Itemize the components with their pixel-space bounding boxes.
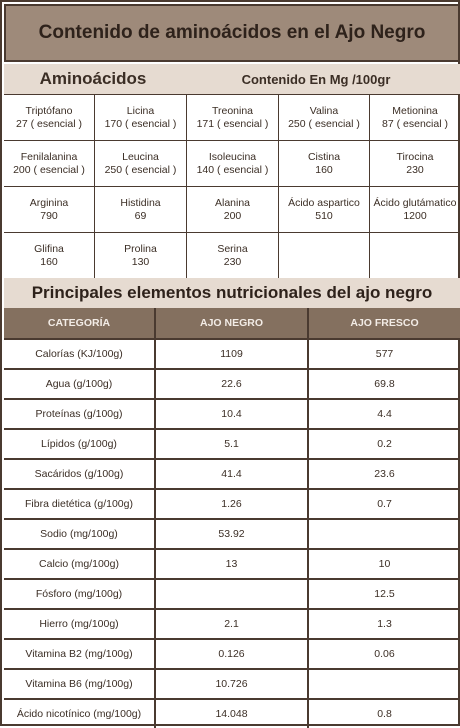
fresh-garlic-cell: 0.06 [374, 648, 395, 660]
amino-acid-name: Isoleucina [208, 151, 257, 163]
amino-acid-value: 130 [131, 256, 150, 268]
amino-acid-name: Ácido glutámatico [373, 197, 457, 209]
amino-acid-value: 230 [406, 164, 424, 176]
title-bar [4, 4, 460, 62]
amino-acid-cell [95, 187, 187, 233]
amino-acid-name: Triptófano [25, 105, 73, 117]
fresh-garlic-cell: 0.7 [377, 498, 392, 510]
amino-acid-value: 230 [223, 256, 242, 268]
table-row [4, 338, 460, 368]
amino-acid-value: 160 [40, 256, 58, 268]
amino-acids-header [4, 64, 460, 94]
amino-acid-name: Fenilalanina [20, 151, 78, 163]
table-row [4, 368, 460, 398]
amino-acid-cell [279, 141, 370, 187]
amino-acid-name: Arginina [29, 197, 69, 209]
table-row [4, 668, 460, 698]
amino-acid-cell [4, 95, 95, 141]
category-cell: Agua (g/100g) [4, 370, 156, 398]
nutrition-table-body [4, 338, 460, 726]
amino-acid-cell [95, 141, 187, 187]
fresh-garlic-cell: 23.6 [374, 468, 395, 480]
category-cell: Calorías (KJ/100g) [4, 340, 156, 368]
fresh-garlic-cell: 10 [378, 558, 391, 570]
fresh-garlic-cell: 69.8 [374, 378, 395, 390]
amino-acid-value: 140 ( esencial ) [196, 164, 269, 176]
table-row [4, 428, 460, 458]
black-garlic-cell: 2.1 [156, 610, 309, 638]
black-garlic-cell: 41.4 [156, 460, 309, 488]
amino-acid-name: Cistina [307, 151, 341, 163]
amino-acid-name: Histidina [120, 197, 161, 209]
amino-acid-value: 200 ( esencial ) [13, 164, 85, 176]
category-cell: Ácido nicotínico (mg/100g) [4, 700, 156, 728]
amino-acid-name: Metionina [392, 105, 438, 117]
table-row [4, 548, 460, 578]
page-title: Contenido de aminoácidos en el Ajo Negro [38, 22, 426, 43]
amino-acid-value: 160 [315, 164, 333, 176]
amino-acid-cell [95, 95, 187, 141]
amino-acid-cell [187, 141, 279, 187]
content-unit-heading: Contenido En Mg /100gr [241, 71, 391, 87]
amino-acid-cell [187, 233, 279, 279]
table-row [4, 458, 460, 488]
amino-acid-cell [279, 95, 370, 141]
black-garlic-cell: 5.1 [156, 430, 309, 458]
amino-acid-cell [279, 233, 370, 279]
amino-acid-cell [370, 233, 460, 279]
amino-acids-heading: Aminoácidos [39, 69, 147, 88]
amino-acid-cell [370, 95, 460, 141]
table-row [4, 638, 460, 668]
amino-acid-name: Prolina [124, 243, 157, 255]
column-header-black-garlic: AJO NEGRO [156, 308, 309, 338]
fresh-garlic-cell: 577 [375, 348, 394, 360]
amino-acid-cell [370, 187, 460, 233]
amino-acid-cell [4, 233, 95, 279]
amino-acid-value: 510 [315, 210, 333, 222]
amino-acid-cell [4, 141, 95, 187]
amino-acid-name: Serina [217, 243, 248, 255]
amino-acid-name: Tirocina [396, 151, 434, 163]
amino-acid-name: Treonina [211, 105, 254, 117]
fresh-garlic-cell: 1.3 [377, 618, 392, 630]
category-cell: Calcio (mg/100g) [4, 550, 156, 578]
amino-acid-name: Valina [309, 105, 339, 117]
amino-acid-value: 69 [134, 210, 147, 222]
amino-acid-cell [4, 187, 95, 233]
amino-acid-value: 200 [223, 210, 242, 222]
category-cell: Proteínas (g/100g) [4, 400, 156, 428]
black-garlic-cell: 10.726 [156, 670, 309, 698]
fresh-garlic-cell: 0.2 [377, 438, 392, 450]
table-row [4, 608, 460, 638]
table-row [4, 578, 460, 608]
amino-acid-cell [95, 233, 187, 279]
amino-acid-value: 171 ( esencial ) [196, 118, 269, 130]
amino-acid-name: Alanina [214, 197, 251, 209]
category-cell: Hierro (mg/100g) [4, 610, 156, 638]
nutrition-column-header [4, 308, 460, 338]
amino-acid-cell [187, 187, 279, 233]
fresh-garlic-cell: 12.5 [374, 588, 395, 600]
amino-acid-name: Licina [126, 105, 155, 117]
black-garlic-cell: 14.048 [156, 700, 309, 728]
category-cell: Fibra dietética (g/100g) [4, 490, 156, 518]
amino-acid-name: Leucina [122, 151, 159, 163]
amino-acid-value: 250 ( esencial ) [104, 164, 177, 176]
black-garlic-cell: 10.4 [156, 400, 309, 428]
fresh-garlic-cell [309, 520, 460, 548]
amino-acid-value: 250 ( esencial ) [288, 118, 360, 130]
table-row [4, 398, 460, 428]
black-garlic-cell: 22.6 [156, 370, 309, 398]
black-garlic-cell: 0.126 [156, 640, 309, 668]
amino-acid-value: 1200 [403, 210, 427, 222]
black-garlic-cell: 13 [156, 550, 309, 578]
fresh-garlic-cell: 0.8 [377, 708, 392, 720]
column-header-fresh-garlic: AJO FRESCO [350, 317, 419, 329]
table-row [4, 488, 460, 518]
amino-acid-cell [187, 95, 279, 141]
nutrition-header [4, 278, 460, 308]
amino-acid-value: 790 [40, 210, 58, 222]
category-cell: Vitamina B2 (mg/100g) [4, 640, 156, 668]
fresh-garlic-cell [309, 670, 460, 698]
category-cell: Sacáridos (g/100g) [4, 460, 156, 488]
fresh-garlic-cell: 4.4 [377, 408, 392, 420]
amino-acid-cell [370, 141, 460, 187]
amino-acid-name: Glifina [34, 243, 64, 255]
table-row [4, 518, 460, 548]
amino-acid-cell [279, 187, 370, 233]
table-row [4, 698, 460, 728]
black-garlic-cell: 1109 [156, 340, 309, 368]
amino-acid-name: Ácido aspartico [288, 197, 360, 209]
amino-acids-grid [4, 94, 460, 278]
black-garlic-cell [156, 580, 309, 608]
category-cell: Lípidos (g/100g) [4, 430, 156, 458]
black-garlic-cell: 1.26 [156, 490, 309, 518]
amino-acid-value: 27 ( esencial ) [16, 118, 82, 130]
amino-acid-value: 87 ( esencial ) [382, 118, 448, 130]
column-header-category: CATEGORÍA [4, 308, 156, 338]
category-cell: Fósforo (mg/100g) [4, 580, 156, 608]
category-cell: Sodio (mg/100g) [4, 520, 156, 548]
black-garlic-cell: 53.92 [156, 520, 309, 548]
nutrition-heading: Principales elementos nutricionales del ajo negro [31, 283, 433, 302]
category-cell: Vitamina B6 (mg/100g) [4, 670, 156, 698]
amino-acid-value: 170 ( esencial ) [104, 118, 177, 130]
